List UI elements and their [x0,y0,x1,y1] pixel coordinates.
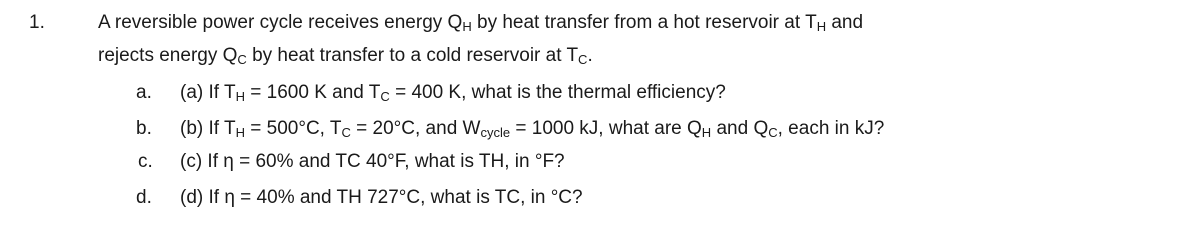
part-d-text: (d) If η = 40% and TH 727°C, what is TC, in °C? [180,187,583,208]
question-intro-line-2: rejects energy $Q_C$ by heat transfer to a cold reservoir at $T_C$. [98,45,593,67]
part-b-text: (b) If $T_H = 500^\circ C$, $T_C = 20^\circ C$, and $W_{cycle} = 1000$ kJ, what are $Q_H$ and $Q_C$, each in kJ? [180,118,885,140]
part-c-letter: c. [138,151,153,172]
part-a-text: (a) If $T_H = 1600$ K and $T_C = 400$ K, what is the thermal efficiency? [180,82,726,104]
question-intro-line-1: A reversible power cycle receives energy $Q_H$ by heat transfer from a hot reservoir at $T_H$ and [98,12,864,34]
part-d-letter: d. [136,187,152,208]
part-b-letter: b. [136,118,152,139]
part-a-letter: a. [136,82,152,103]
question-number: 1. [29,12,45,33]
part-c-text: (c) If η = 60% and TC 40°F, what is TH, in °F? [180,151,565,172]
